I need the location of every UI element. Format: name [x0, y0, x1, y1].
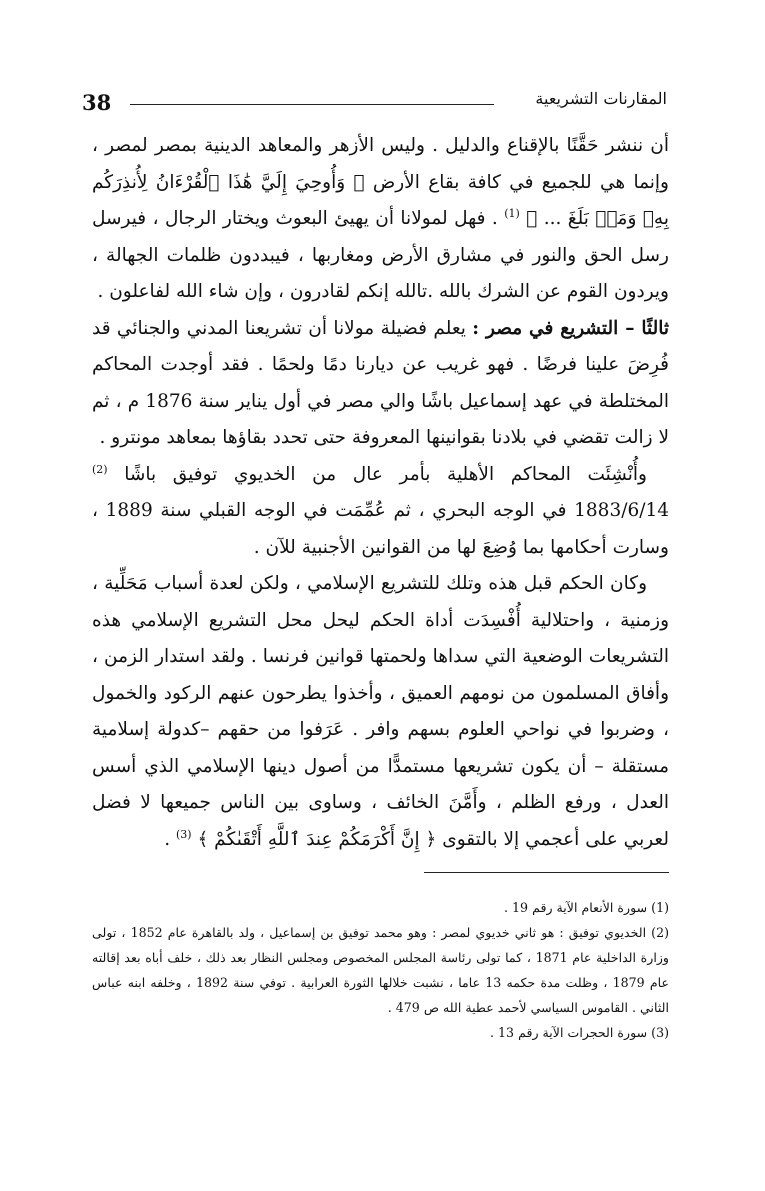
footnote-ref-1: (1): [504, 206, 520, 220]
section-heading: ثالثًا – التشريع في مصر :: [472, 317, 670, 339]
footnote-ref-2: (2): [92, 462, 108, 476]
paragraph-3-text-a: وأُنْشِئَت المحاكم الأهلية بأمر عال من الخديوي توفيق باشًا: [107, 463, 647, 485]
paragraph-2-text: يعلم فضيلة مولانا أن تشريعنا المدني والجنائي قد فُرِضَ علينا فرضًا . فهو غريب عن ديارنا دمًا ولحمًا . فقد أوجدت المحاكم المختلطة في عهد إسماعيل باشًا والي مصر في أول يناير سنة 1876 م ، ثم لا زالت تقضي في بلادنا بقوانينها المعروفة حتى تحدد بقاؤها بمعاهد مونترو .: [92, 317, 670, 448]
paragraph-1: [92, 128, 669, 311]
running-title: المقارنات التشريعية: [535, 89, 667, 108]
paragraph-1-text: أن ننشر حَقَّنًا بالإقناع والدليل . وليس الأزهر والمعاهد الدينية بمصر لمصر ، وإنما هي للجميع في كافة بقاع الأرض ﴿ وَأُوحِيَ إِلَيَّ هَٰذَا ٱلْقُرْءَانُ لِأُنذِرَكُم بِهِۦ وَمَنۢ بَلَغَ ... ﴾: [92, 135, 669, 229]
main-text: [92, 128, 669, 858]
paragraph-3-text-b: 1883/6/14 في الوجه البحري ، ثم عُمِّمَت في الوجه القبلي سنة 1889 ، وسارت أحكامها بما وُضِعَ لها من القوانين الأجنبية للآن .: [92, 500, 669, 558]
footnotes: [92, 895, 669, 1045]
footnote-2: (2) الخديوي توفيق : هو ثاني خديوي لمصر : وهو محمد توفيق بن إسماعيل ، ولد بالقاهرة عام 1852 ، تولى وزارة الداخلية عام 1871 ، كما تولى رئاسة المجلس المخصوص ومجلس النظار بعد ذلك ، خلف أباه بعد إقالته عام 1879 ، وظلت مدة حكمه 13 عاما ، نشبت خلالها الثورة العرابية . توفي سنة 1892 ، وخلفه ابنه عباس الثاني . القاموس السياسي لأحمد عطية الله ص 479 .: [92, 925, 670, 1015]
paragraph-2: [92, 311, 669, 457]
paragraph-1-tail: . فهل لمولانا أن يهيئ البعوث ويختار الرجال ، فيرسل رسل الحق والنور في مشارق الأرض ومغاربها ، فيبددون ظلمات الجهالة ، ويردون القوم عن الشرك بالله .تالله إنكم لقادرون ، وإن شاء الله لفاعلون .: [92, 208, 669, 302]
footnote-1: (1) سورة الأنعام الآية رقم 19 .: [504, 900, 669, 915]
footnote-ref-3: (3): [175, 827, 192, 841]
paragraph-4-text: وكان الحكم قبل هذه وتلك للتشريع الإسلامي ، ولكن لعدة أسباب مَحَلِّية ، وزمنية ، واحتلالية أُفْسِدَت أداة الحكم ليحل محل التشريع الإسلامي هذه التشريعات الوضعية التي سداها ولحمتها قوانين فرنسا . ولقد استدار الزمن ، وأفاق المسلمون من نومهم العميق ، وأخذوا يطرحون عنهم الركود والخمول ، وضربوا في نواحي العلوم بسهم وافر . عَرَفوا من حقهم –كدولة إسلامية مستقلة – أن يكون تشريعها مستمدًّا من أصول دينها الإسلامي الذي أسس العدل ، ورفع الظلم ، وأَمَّنَ الخائف ، وساوى بين الناس جميعها لا فضل لعربي على أعجمي إلا بالتقوى ﴿ إِنَّ أَكْرَمَكُمْ عِندَ ٱللَّهِ أَتْقَىٰكُمْ ﴾: [92, 573, 669, 850]
footnote-3: (3) سورة الحجرات الآية رقم 13 .: [490, 1025, 669, 1040]
paragraph-4: [92, 566, 669, 858]
header-rule: [130, 104, 494, 105]
footnote-separator: [424, 872, 669, 873]
paragraph-3: [92, 457, 669, 567]
paragraph-4-tail: .: [164, 828, 176, 850]
page-number: 38: [82, 90, 112, 115]
page-header: [82, 86, 667, 120]
